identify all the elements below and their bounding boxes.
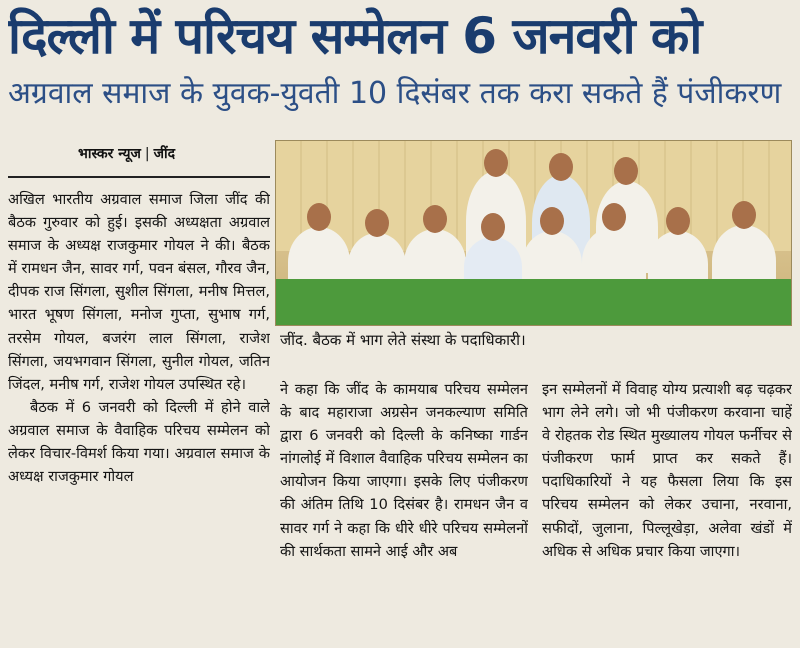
article-column-1 bbox=[8, 188, 270, 640]
article-paragraph: ने कहा कि जींद के कामयाब परिचय सम्मेलन के बाद महाराजा अग्रसेन जनकल्याण समिति द्वारा 6 जनवरी को दिल्ली के कनिष्का गार्डन नांगलोई में विशाल वैवाहिक परिचय सम्मेलन का आयोजन किया जाएगा। इसके लिए पंजीकरण की अंतिम तिथि 10 दिसंबर है। रामधन जैन व सावर गर्ग ने कहा कि धीरे धीरे परिचय सम्मेलनों की सार्थकता सामने आई और अब bbox=[280, 381, 528, 560]
article-column-2 bbox=[280, 378, 528, 640]
article-paragraph: इन सम्मेलनों में विवाह योग्य प्रत्याशी बढ़ चढ़कर भाग लेने लगे। जो भी पंजीकरण करवाना चाहें वे रोहतक रोड स्थित मुख्यालय गोयल फर्नीचर से पंजीकरण फार्म प्राप्त कर सकते हैं। पदाधिकारियों ने यह फैसला लिया कि इस परिचय सम्मेलन को लेकर उचाना, नरवाना, सफीदों, जुलाना, पिल्लूखेड़ा, अलेवा खंडों में अधिक से अधिक प्रचार किया जाएगा। bbox=[542, 381, 792, 560]
photo-person-head bbox=[732, 201, 756, 229]
photo-person-head bbox=[549, 153, 573, 181]
news-location: जींद bbox=[153, 146, 176, 162]
dateline-rule bbox=[8, 176, 270, 178]
photo-person-head bbox=[365, 209, 389, 237]
subheadline: अग्रवाल समाज के युवक-युवती 10 दिसंबर तक करा सकते हैं पंजीकरण bbox=[8, 76, 782, 111]
article-paragraph: अखिल भारतीय अग्रवाल समाज जिला जींद की बैठक गुरुवार को हुई। इसकी अध्यक्षता अग्रवाल समाज के अध्यक्ष राजकुमार गोयल ने की। बैठक में रामधन जैन, सावर गर्ग, पवन बंसल, गौरव जैन, दीपक राज सिंगला, सुशील सिंगला, मनीष मित्तल, भारत भूषण सिंगला, मनोज गुप्ता, सुभाष गर्ग, तरसेम गोयल, बजरंग लाल सिंगला, राजेश सिंगला, जयभगवान सिंगला, सुनील गोयल, जतिन जिंदल, मनीष गर्ग, राजेश गोयल उपस्थित रहे। bbox=[8, 191, 270, 393]
headline: दिल्ली में परिचय सम्मेलन 6 जनवरी को bbox=[8, 7, 702, 65]
meeting-photo bbox=[275, 140, 792, 326]
photo-person-head bbox=[540, 207, 564, 235]
photo-person-head bbox=[602, 203, 626, 231]
photo-person-head bbox=[484, 149, 508, 177]
photo-caption: जींद. बैठक में भाग लेते संस्था के पदाधिकारी। bbox=[280, 331, 526, 349]
photo-person-head bbox=[423, 205, 447, 233]
photo-person-head bbox=[481, 213, 505, 241]
dateline bbox=[78, 144, 175, 166]
photo-table bbox=[276, 279, 791, 325]
article-column-3 bbox=[542, 378, 792, 640]
article-paragraph: बैठक में 6 जनवरी को दिल्ली में होने वाले अग्रवाल समाज के वैवाहिक परिचय सम्मेलन को लेकर विचार-विमर्श किया गया। अग्रवाल समाज के अध्यक्ष राजकुमार गोयल bbox=[8, 398, 270, 486]
news-source: भास्कर न्यूज bbox=[78, 146, 141, 162]
photo-person-head bbox=[307, 203, 331, 231]
photo-person-head bbox=[666, 207, 690, 235]
dateline-separator: | bbox=[144, 146, 150, 162]
photo-person-head bbox=[614, 157, 638, 185]
